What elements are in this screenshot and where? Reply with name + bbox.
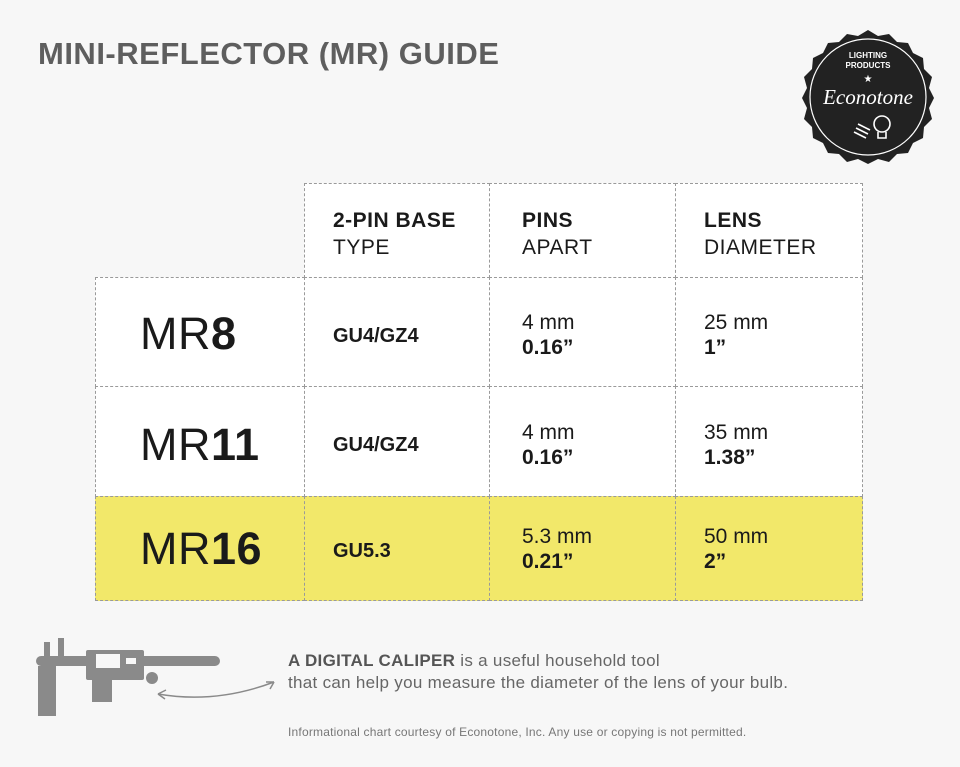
svg-text:PRODUCTS: PRODUCTS [845, 61, 891, 70]
econotone-logo [798, 28, 938, 164]
svg-text:LIGHTING: LIGHTING [848, 51, 888, 60]
header-lens-diameter: LENS DIAMETER [675, 183, 863, 278]
table-cell: GU4/GZ4 [304, 386, 490, 497]
row-label-mr11: MR11 [95, 386, 305, 497]
table-cell: 25 mm 1” [675, 277, 863, 387]
row-label-mr16: MR16 [95, 496, 305, 601]
table-cell: 4 mm 0.16” [489, 386, 676, 497]
header-base-type: 2-PIN BASE TYPE [304, 183, 490, 278]
table-cell: 50 mm 2” [675, 496, 863, 601]
table-cell: 4 mm 0.16” [489, 277, 676, 387]
svg-text:Econotone: Econotone [823, 85, 913, 109]
header-pins-apart: PINS APART [489, 183, 676, 278]
caliper-tip: A DIGITAL CALIPER is a useful household tool that can help you measure the diameter of the lens of your bulb. [288, 651, 789, 692]
table-cell: 5.3 mm 0.21” [489, 496, 676, 601]
table-cell: GU5.3 [304, 496, 490, 601]
caliper-icon [36, 636, 286, 718]
page-title: MINI-REFLECTOR (MR) GUIDE [38, 36, 500, 71]
table-cell: GU4/GZ4 [304, 277, 490, 387]
credit-text: Informational chart courtesy of Econotone, Inc. Any use or copying is not permitted. [288, 725, 747, 739]
table-cell: 35 mm 1.38” [675, 386, 863, 497]
row-label-mr8: MR8 [95, 277, 305, 387]
star-icon: ★ [863, 74, 873, 85]
